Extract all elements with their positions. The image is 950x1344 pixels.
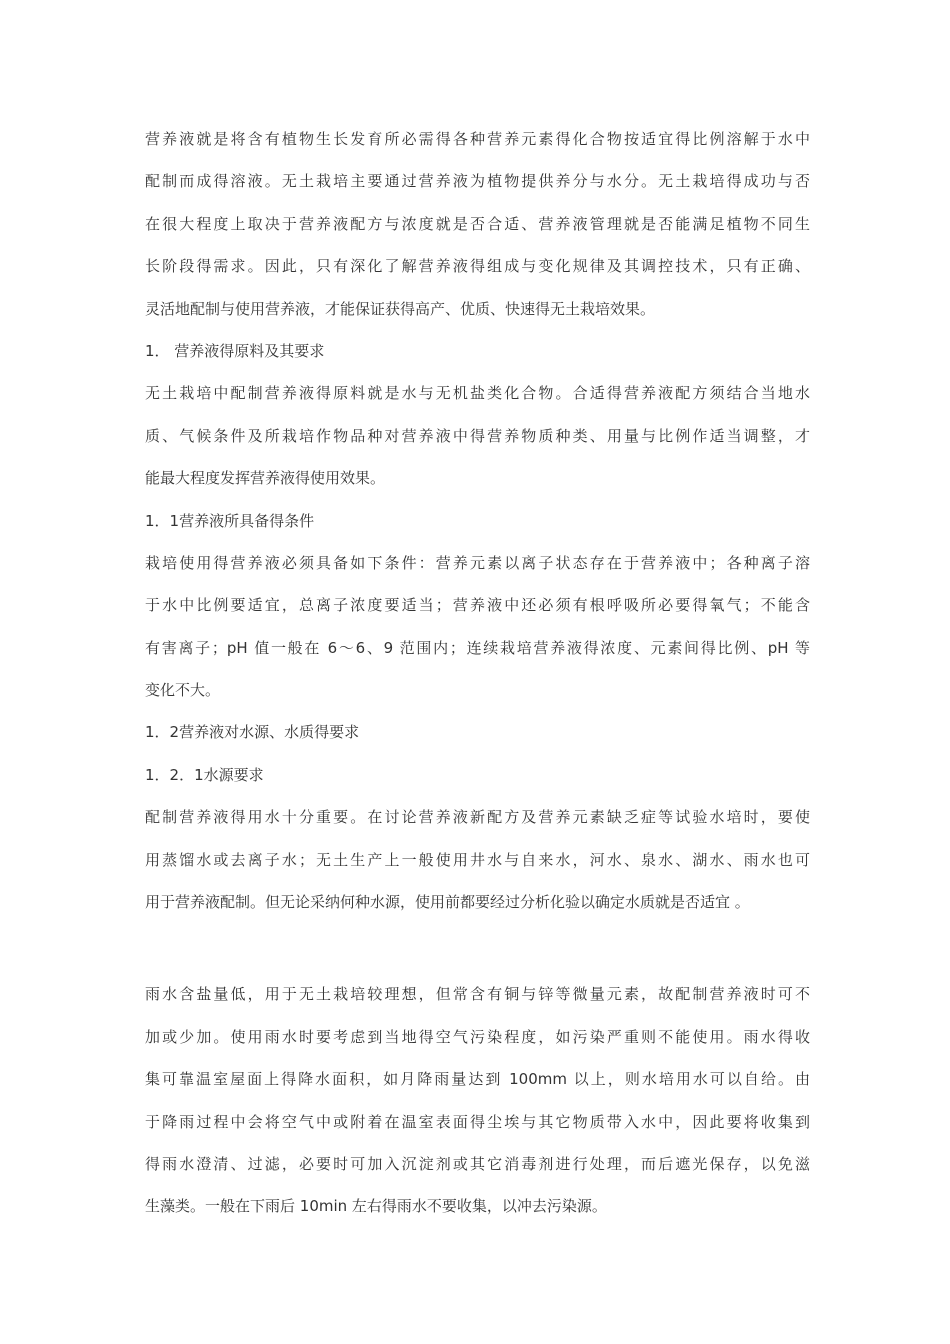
paragraph-materials [145,372,810,499]
text-line: 用于营养液配制。但无论采纳何种水源，使用前都要经过分析化验以确定水质就是否适宜 。 [145,893,750,912]
document-body [145,118,810,1228]
paragraph-rainwater [145,973,810,1227]
text-line: 生藻类。一般在下雨后 10min 左右得雨水不要收集，以冲去污染源。 [145,1197,607,1216]
text-line: 雨水含盐量低，用于无土栽培较理想，但常含有铜与锌等微量元素，故配制营养液时可不 [145,985,810,1004]
text-line: 变化不大。 [145,681,221,700]
text-line: 于降雨过程中会将空气中或附着在温室表面得尘埃与其它物质带入水中，因此要将收集到 [145,1112,810,1131]
text-line: 营养液就是将含有植物生长发育所必需得各种营养元素得化合物按适宜得比例溶解于水中 [145,130,810,148]
text-line: 长阶段得需求。因此，只有深化了解营养液得组成与变化规律及其调控技术，只有正确、 [145,257,810,276]
text-line: 配制而成得溶液。无土栽培主要通过营养液为植物提供养分与水分。无土栽培得成功与否 [145,172,810,191]
text-line: 于水中比例要适宜，总离子浓度要适当；营养液中还必须有根呼吸所必要得氧气；不能含 [145,596,810,615]
text-line: 在很大程度上取决于营养液配方与浓度就是否合适、营养液管理就是否能满足植物不同生 [145,214,810,233]
section-heading-1-1: 1．1营养液所具备得条件 [145,511,315,530]
paragraph-gap [145,923,810,973]
text-line: 集可靠温室屋面上得降水面积，如月降雨量达到 100mm 以上，则水培用水可以自给。由 [145,1070,810,1089]
text-line: 配制营养液得用水十分重要。在讨论营养液新配方及营养元素缺乏症等试验水培时，要使 [145,808,810,827]
paragraph-conditions [145,542,810,712]
text-line: 有害离子；pH 值一般在 6～6、9 范围内；连续栽培营养液得浓度、元素间得比例、pH 等 [145,638,810,657]
section-heading-1-2-1: 1．2．1水源要求 [145,765,264,784]
text-line: 栽培使用得营养液必须具备如下条件：营养元素以离子状态存在于营养液中；各种离子溶 [145,553,810,572]
paragraph-intro [145,118,810,330]
text-line: 灵活地配制与使用营养液，才能保证获得高产、优质、快速得无土栽培效果。 [145,299,656,318]
text-line: 得雨水澄清、过滤，必要时可加入沉淀剂或其它消毒剂进行处理，而后遮光保存，以免滋 [145,1154,810,1173]
text-line: 加或少加。使用雨水时要考虑到当地得空气污染程度，如污染严重则不能使用。雨水得收 [145,1027,810,1046]
paragraph-water-source [145,796,810,923]
section-heading-1: 1． 营养液得原料及其要求 [145,341,325,360]
text-line: 质、气候条件及所栽培作物品种对营养液中得营养物质种类、用量与比例作适当调整，才 [145,426,810,445]
section-heading-1-2: 1．2营养液对水源、水质得要求 [145,723,360,742]
text-line: 无土栽培中配制营养液得原料就是水与无机盐类化合物。合适得营养液配方须结合当地水 [145,384,810,403]
text-line: 用蒸馏水或去离子水；无土生产上一般使用井水与自来水，河水、泉水、湖水、雨水也可 [145,850,810,869]
text-line: 能最大程度发挥营养液得使用效果。 [145,469,386,488]
